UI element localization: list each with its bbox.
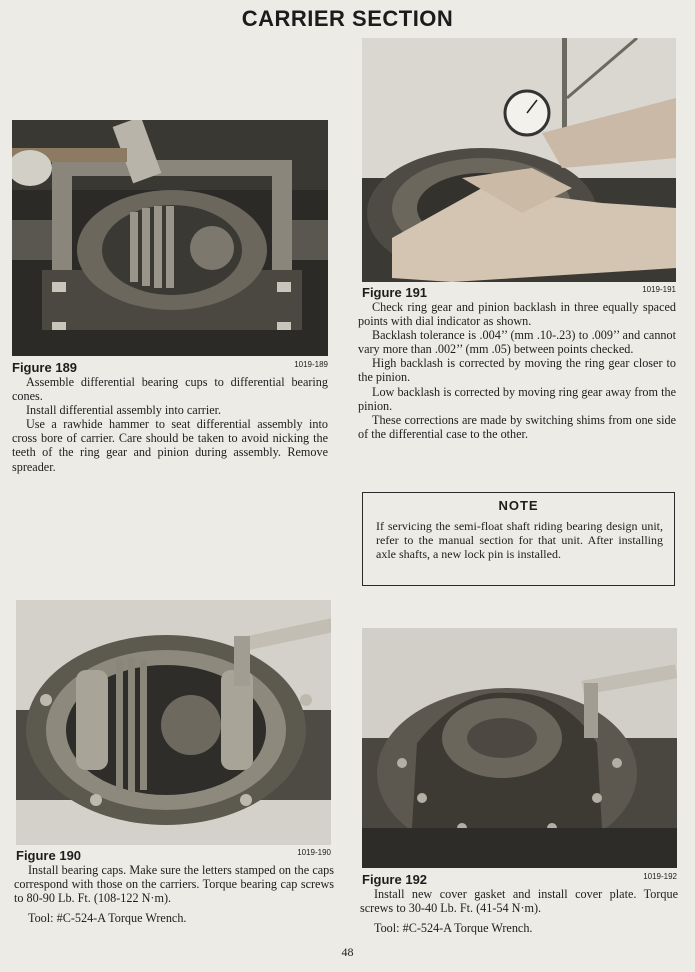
figure-190-code: 1019-190 — [297, 848, 331, 857]
figure-191-photo — [362, 38, 676, 282]
figure-192-text — [360, 887, 678, 935]
figure-192-photo — [362, 628, 677, 868]
figure-189-text — [12, 375, 328, 474]
paragraph: Backlash tolerance is .004’’ (mm .10-.23) to .009’’ and cannot vary more than .002’’ (mm .05) between points checked. — [358, 328, 676, 357]
page-title: CARRIER SECTION — [241, 6, 454, 31]
page-number: 48 — [341, 945, 354, 959]
figure-190-label: Figure 190 — [16, 848, 82, 863]
paragraph: Tool: #C-524-A Torque Wrench. — [374, 921, 533, 936]
paragraph: Low backlash is corrected by moving ring gear away from the pinion. — [358, 384, 676, 413]
note-title: NOTE — [498, 498, 539, 513]
paragraph: Assemble differential bearing cups to differential bearing cones. — [12, 375, 328, 404]
paragraph: Use a rawhide hammer to seat differential assembly into cross bore of carrier. Care should be taken to avoid nicking the teeth of the ring gear and pinion during assembly. Remove spreader. — [12, 417, 328, 474]
paragraph: Tool: #C-524-A Torque Wrench. — [28, 911, 187, 926]
paragraph: Install new cover gasket and install cover plate. Torque screws to 30-40 Lb. Ft. (41-54 N·m). — [360, 887, 678, 916]
figure-191-label: Figure 191 — [362, 285, 428, 300]
paragraph: Install differential assembly into carrier. — [26, 403, 222, 418]
figure-190-text — [14, 863, 334, 925]
figure-190-photo — [16, 600, 331, 845]
paragraph: High backlash is corrected by moving the ring gear closer to the pinion. — [358, 356, 676, 385]
figure-189-label: Figure 189 — [12, 360, 78, 375]
figure-189-code: 1019-189 — [294, 360, 328, 369]
figure-191-code: 1019-191 — [642, 285, 676, 294]
note-box — [362, 492, 675, 586]
figure-191-text — [358, 300, 676, 441]
note-text: If servicing the semi-float shaft riding bearing design unit, refer to the manual section for that unit. After installing axle shafts, a new lock pin is installed. — [376, 519, 663, 561]
figure-189-caption — [12, 360, 328, 376]
paragraph: Install bearing caps. Make sure the letters stamped on the caps correspond with those on the carriers. Torque bearing cap screws to 80-90 Lb. Ft. (108-122 N·m). — [14, 863, 334, 906]
figure-189-photo — [12, 120, 328, 356]
paragraph: Check ring gear and pinion backlash in three equally spaced points with dial indicator as shown. — [358, 300, 676, 329]
figure-192-label: Figure 192 — [362, 872, 428, 887]
figure-190-caption — [16, 848, 331, 864]
paragraph: These corrections are made by switching shims from one side of the differential case to the other. — [358, 412, 676, 441]
figure-192-caption — [362, 872, 677, 888]
figure-192-code: 1019-192 — [643, 872, 677, 881]
figure-191-caption — [362, 285, 676, 301]
